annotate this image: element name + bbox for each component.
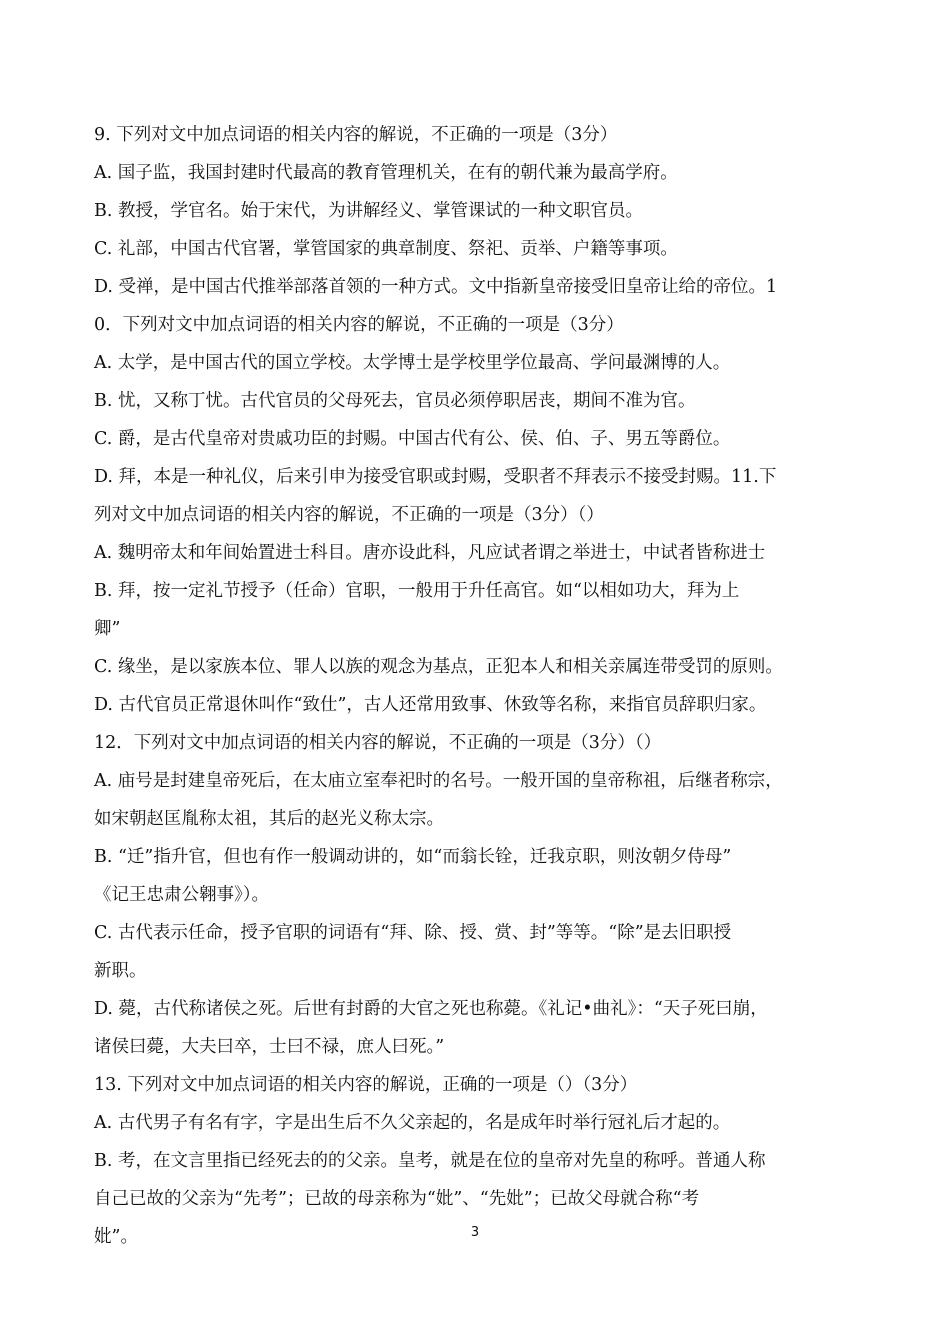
text-line: 自己已故的父亲为“先考”；已故的母亲称为“妣”、“先妣”；已故父母就合称“考 bbox=[94, 1189, 700, 1209]
text-line: A. 国子监，我国封建时代最高的教育管理机关，在有的朝代兼为最高学府。 bbox=[94, 163, 678, 183]
text-line: 13. 下列对文中加点词语的相关内容的解说，正确的一项是（）（3分） bbox=[94, 1075, 638, 1095]
text-line: D. 受禅，是中国古代推举部落首领的一种方式。文中指新皇帝接受旧皇帝让给的帝位。1 bbox=[94, 277, 778, 297]
text-line: B. 忧，又称丁忧。古代官员的父母死去，官员必须停职居丧，期间不准为官。 bbox=[94, 391, 696, 411]
text-line: 9. 下列对文中加点词语的相关内容的解说，不正确的一项是（3分） bbox=[94, 125, 618, 145]
text-line: 12．下列对文中加点词语的相关内容的解说，不正确的一项是（3分）（） bbox=[94, 733, 662, 753]
document-body bbox=[94, 124, 864, 1264]
text-line: 《记王忠肃公翱事》）。 bbox=[94, 885, 269, 905]
text-line: 卿” bbox=[94, 619, 121, 639]
text-line: B. 拜，按一定礼节授予（任命）官职，一般用于升任高官。如“以相如功大，拜为上 bbox=[94, 581, 740, 601]
text-line: A. 古代男子有名有字，字是出生后不久父亲起的，名是成年时举行冠礼后才起的。 bbox=[94, 1113, 731, 1133]
text-line: B. 教授，学官名。始于宋代，为讲解经义、掌管课试的一种文职官员。 bbox=[94, 201, 643, 221]
text-line: B. “迁”指升官，但也有作一般调动讲的，如“而翁长铨，迁我京职，则汝朝夕侍母” bbox=[94, 847, 732, 867]
text-line: 列对文中加点词语的相关内容的解说，不正确的一项是（3分）（） bbox=[94, 505, 604, 525]
page-number: 3 bbox=[470, 1225, 480, 1240]
text-line: C. 礼部，中国古代官署，掌管国家的典章制度、祭祀、贡举、户籍等事项。 bbox=[94, 239, 678, 259]
text-line: A. 庙号是封建皇帝死后，在太庙立室奉祀时的名号。一般开国的皇帝称祖，后继者称宗， bbox=[94, 771, 783, 791]
text-line: D. 薨，古代称诸侯之死。后世有封爵的大官之死也称薨。《礼记•曲礼》：“天子死曰崩， bbox=[94, 999, 768, 1019]
text-line: A. 太学，是中国古代的国立学校。太学博士是学校里学位最高、学问最渊博的人。 bbox=[94, 353, 731, 373]
text-line: C. 古代表示任命，授予官职的词语有“拜、除、授、赏、封”等等。“除”是去旧职授 bbox=[94, 923, 732, 943]
text-line: 新职。 bbox=[94, 961, 147, 981]
text-line: 诸侯曰薨，大夫曰卒，士曰不禄，庶人曰死。” bbox=[94, 1037, 445, 1057]
text-line: 妣”。 bbox=[94, 1227, 138, 1247]
text-line: D. 古代官员正常退休叫作“致仕”，古人还常用致事、休致等名称，来指官员辞职归家。 bbox=[94, 695, 767, 715]
text-line: C. 爵，是古代皇帝对贵戚功臣的封赐。中国古代有公、侯、伯、子、男五等爵位。 bbox=[94, 429, 731, 449]
text-line: B. 考，在文言里指已经死去的的父亲。皇考，就是在位的皇帝对先皇的称呼。普通人称 bbox=[94, 1151, 766, 1171]
text-line: D. 拜，本是一种礼仪，后来引申为接受官职或封赐，受职者不拜表示不接受封赐。11.下 bbox=[94, 467, 777, 487]
text-line: A. 魏明帝太和年间始置进士科目。唐亦设此科，凡应试者谓之举进士，中试者皆称进士 bbox=[94, 543, 766, 563]
text-line: 如宋朝赵匡胤称太祖，其后的赵光义称太宗。 bbox=[94, 809, 444, 829]
text-line: 0．下列对文中加点词语的相关内容的解说，不正确的一项是（3分） bbox=[94, 315, 624, 335]
text-line: C. 缘坐，是以家族本位、罪人以族的观念为基点，正犯本人和相关亲属连带受罚的原则。 bbox=[94, 657, 783, 677]
